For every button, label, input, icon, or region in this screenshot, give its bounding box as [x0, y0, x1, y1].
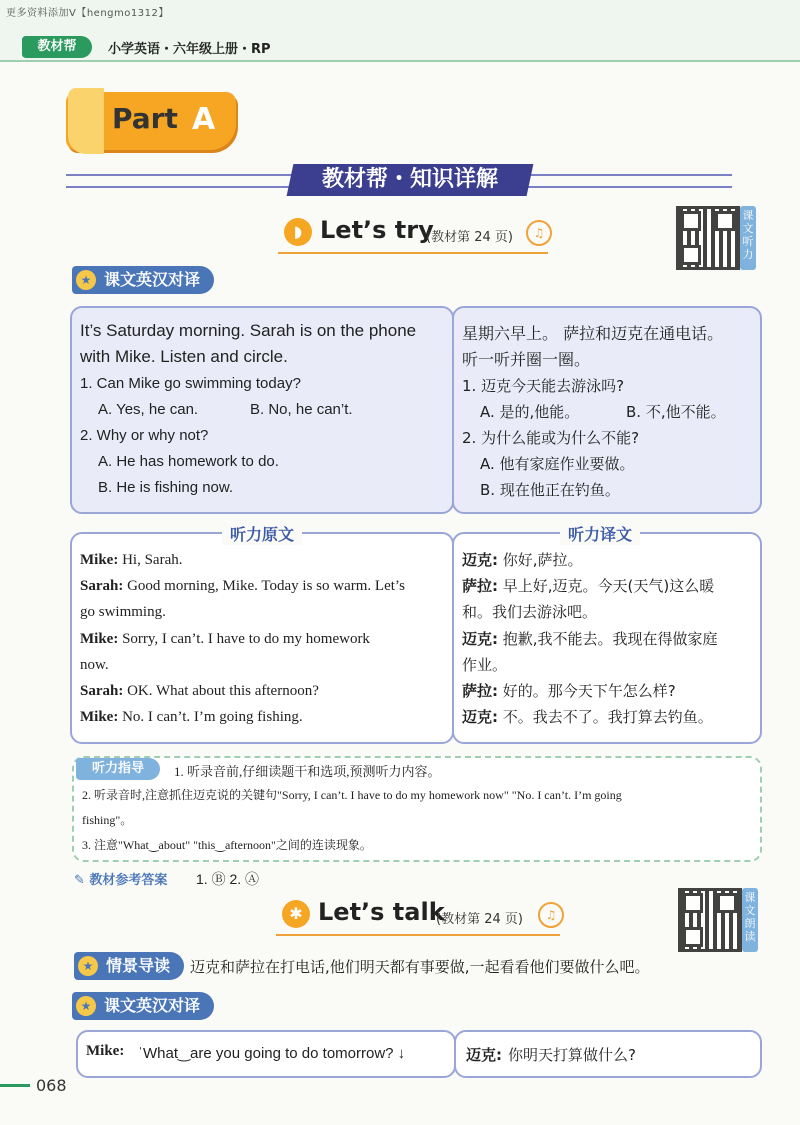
dialogue-speaker: 迈克: [462, 708, 498, 726]
lets-try-title: Let’s try [320, 216, 434, 244]
cn-intro-line2: 听一听并圈一圈。 [462, 350, 591, 369]
dialogue-speaker: Mike: [80, 552, 119, 568]
star-icon: ★ [76, 996, 96, 1016]
dialogue-line [80, 680, 446, 700]
part-badge-notch [68, 88, 104, 154]
headphones-icon: ♫ [526, 220, 552, 246]
guide-line-2: 2. 听录音时,注意抓住迈克说的关键句"Sorry, I can’t. I have to do my homework now" "No. I can’t. I’m going [82, 788, 622, 802]
section-banner [287, 164, 534, 196]
dialogue-line [462, 575, 754, 596]
en-intro-line2: with Mike. Listen and circle. [80, 347, 288, 366]
answer-tag: ✎ 教材参考答案 [74, 873, 168, 888]
qr-side-label: 课文朗读 [742, 888, 758, 952]
ear-icon: ◗ [284, 218, 312, 246]
en-option-2a: A. He has homework to do. [98, 453, 279, 470]
qr-finder [681, 211, 701, 231]
cn-question-1: 1. 迈克今天能去游泳吗? [462, 377, 625, 395]
talk-line: ˈWhat‿are you going to do tomorrow? ↓ [138, 1045, 406, 1062]
header-tag: 教材帮 [22, 36, 92, 58]
dialogue-speaker: Sarah: [80, 578, 124, 594]
cn-option-2a: A. 他有家庭作业要做。 [480, 455, 635, 473]
dialogue-line [462, 628, 754, 649]
listening-translation-title: 听力译文 [560, 522, 640, 545]
guide-line-3: 3. 注意"What‿about" "this‿afternoon"之间的连读现象。 [82, 838, 372, 852]
talk-speaker: Mike: [86, 1043, 125, 1059]
dialogue-line [80, 601, 446, 621]
dialogue-text: 好的。那今天下午怎么样? [498, 682, 676, 700]
lets-talk-title: Let’s talk [318, 898, 445, 926]
dialogue-text: 抱歉,我不能去。我现在得做家庭 [498, 630, 718, 648]
answer-tag-text: 教材参考答案 [89, 873, 168, 888]
guide-line-2-cont: fishing"。 [82, 813, 133, 827]
dialogue-text: Good morning, Mike. Today is so warm. Let’s [123, 578, 405, 594]
dialogue-speaker: 迈克: [462, 551, 498, 569]
dialogue-text: now. [80, 657, 109, 673]
section-label-translation: 课文英汉对译 [72, 992, 214, 1020]
dialogue-speaker: 迈克: [462, 630, 498, 648]
dialogue-text: Sorry, I can’t. I have to do my homework [118, 631, 370, 647]
dialogue-line [80, 549, 446, 569]
dialogue-line [462, 549, 754, 570]
header-title: 小学英语・六年级上册・RP [108, 42, 271, 57]
dialogue-speaker: 萨拉: [462, 577, 498, 595]
header-divider [0, 60, 800, 62]
en-question-2: 2. Why or why not? [80, 427, 209, 444]
dialogue-text: 作业。 [462, 656, 508, 674]
chat-icon: ✱ [282, 900, 310, 928]
watermark: 更多资料添加V【hengmo1312】 [6, 8, 169, 19]
dialogue-line [80, 575, 446, 595]
star-icon: ★ [76, 270, 96, 290]
qr-code[interactable] [678, 888, 742, 952]
guide-line-1: 1. 听录音前,仔细读题干和选项,预测听力内容。 [174, 764, 441, 779]
dialogue-text: 你好,萨拉。 [498, 551, 583, 569]
headphones-icon: ♫ [538, 902, 564, 928]
dialogue-line [462, 654, 754, 675]
dialogue-text: Hi, Sarah. [118, 552, 183, 568]
qr-finder [715, 211, 735, 231]
qr-finder [683, 927, 703, 947]
cn-option-1a: A. 是的,他能。 [480, 403, 580, 421]
qr-finder [683, 893, 703, 913]
dialogue-speaker: Mike: [80, 631, 119, 647]
section-label-translation: 课文英汉对译 [72, 266, 214, 294]
listening-script-title: 听力原文 [222, 522, 302, 545]
qr-finder [717, 893, 737, 913]
section-banner-text: 教材帮・知识详解 [321, 167, 498, 192]
scene-guide-label: 情景导读 [74, 952, 184, 980]
scene-guide-text: 迈克和萨拉在打电话,他们明天都有事要做,一起看看他们要做什么吧。 [190, 958, 650, 976]
qr-side-label: 课文听力 [740, 206, 756, 270]
talk-cn-speaker: 迈克: [466, 1046, 502, 1064]
dialogue-text: go swimming. [80, 604, 166, 620]
dialogue-line [80, 654, 446, 674]
cn-option-2b: B. 现在他正在钓鱼。 [480, 481, 620, 499]
part-word: Part [112, 102, 178, 135]
star-icon: ★ [78, 956, 98, 976]
dialogue-text: 和。我们去游泳吧。 [462, 603, 598, 621]
en-option-1a: A. Yes, he can. [98, 401, 199, 418]
dialogue-line [462, 680, 754, 701]
talk-cn-line: 你明天打算做什么? [508, 1046, 636, 1064]
cn-question-2: 2. 为什么能或为什么不能? [462, 429, 640, 447]
qr-code[interactable] [676, 206, 740, 270]
dialogue-line [80, 628, 446, 648]
dialogue-text: No. I can’t. I’m going fishing. [118, 709, 303, 725]
dialogue-text: OK. What about this afternoon? [123, 683, 319, 699]
dialogue-line [462, 601, 754, 622]
part-letter: A [192, 102, 216, 137]
dialogue-text: 早上好,迈克。今天(天气)这么暖 [498, 577, 715, 595]
answer-value: 1. Ⓑ 2. Ⓐ [196, 871, 260, 887]
dialogue-text: 不。我去不了。我打算去钓鱼。 [498, 708, 713, 726]
dialogue-line [462, 706, 754, 727]
dialogue-speaker: Sarah: [80, 683, 124, 699]
lets-try-page-ref: (教材第 24 页) [426, 230, 513, 245]
page-number: 068 [36, 1076, 67, 1095]
en-intro-line1: It’s Saturday morning. Sarah is on the phone [80, 321, 417, 340]
en-option-2b: B. He is fishing now. [98, 479, 234, 496]
dialogue-speaker: Mike: [80, 709, 119, 725]
page-number-bar [0, 1084, 30, 1087]
cn-option-1b: B. 不,他不能。 [626, 403, 726, 421]
en-option-1b: B. No, he can’t. [250, 401, 353, 418]
dialogue-line [80, 706, 446, 726]
dialogue-speaker: 萨拉: [462, 682, 498, 700]
listening-guide-tag: 听力指导 [76, 758, 160, 780]
lets-talk-page-ref: (教材第 24 页) [436, 912, 523, 927]
cn-intro-line1: 星期六早上。 萨拉和迈克在通电话。 [462, 324, 724, 343]
qr-finder [681, 245, 701, 265]
en-question-1: 1. Can Mike go swimming today? [80, 375, 301, 392]
